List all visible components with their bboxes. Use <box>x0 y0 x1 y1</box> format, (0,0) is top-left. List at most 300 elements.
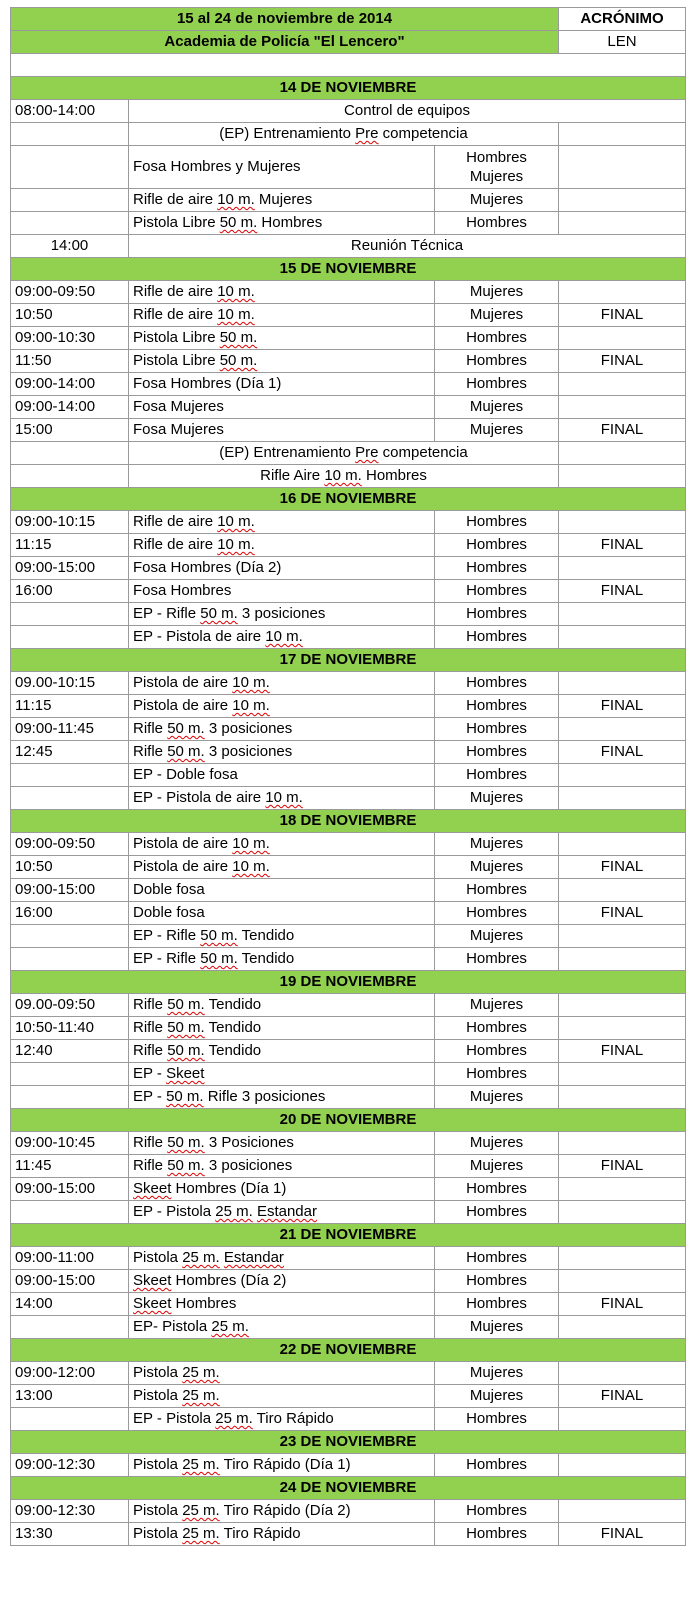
category-cell: Hombres <box>435 212 559 235</box>
schedule-row <box>11 741 686 764</box>
category-cell: Hombres <box>435 350 559 373</box>
time-cell <box>11 146 129 189</box>
final-cell <box>559 833 686 856</box>
final-cell <box>559 1086 686 1109</box>
event-cell: Rifle 50 m. 3 posiciones <box>129 718 435 741</box>
final-cell: FINAL <box>559 1155 686 1178</box>
event-cell: EP - Rifle 50 m. Tendido <box>129 925 435 948</box>
time-cell <box>11 442 129 465</box>
spellcheck-mark: 10 m. <box>217 283 255 300</box>
spellcheck-mark: 25 m. <box>182 1456 220 1473</box>
day-header-row <box>11 1477 686 1500</box>
spellcheck-mark: 10 m. <box>217 191 255 208</box>
event-cell: Pistola de aire 10 m. <box>129 856 435 879</box>
schedule-row <box>11 419 686 442</box>
schedule-row <box>11 146 686 189</box>
venue-heading: Academia de Policía "El Lencero" <box>11 31 559 54</box>
spellcheck-mark: 10 m. <box>217 513 255 530</box>
schedule-row <box>11 1063 686 1086</box>
schedule-row <box>11 534 686 557</box>
time-cell: 09:00-09:50 <box>11 833 129 856</box>
time-cell: 09:00-14:00 <box>11 373 129 396</box>
final-cell <box>559 1132 686 1155</box>
time-cell: 09:00-14:00 <box>11 396 129 419</box>
category-cell: Mujeres <box>435 787 559 810</box>
event-cell: EP - Pistola de aire 10 m. <box>129 787 435 810</box>
merged-description-cell: Rifle Aire 10 m. Hombres <box>129 465 559 488</box>
spellcheck-mark: 10 m. <box>232 697 270 714</box>
time-cell: 09:00-15:00 <box>11 557 129 580</box>
category-cell: Hombres <box>435 373 559 396</box>
final-cell <box>559 1017 686 1040</box>
time-cell <box>11 1063 129 1086</box>
acronym-value: LEN <box>559 31 686 54</box>
final-cell <box>559 511 686 534</box>
spellcheck-mark: 50 m. <box>167 1019 205 1036</box>
event-cell: Rifle de aire 10 m. <box>129 281 435 304</box>
event-cell: Skeet Hombres (Día 2) <box>129 1270 435 1293</box>
time-cell: 09:00-12:30 <box>11 1454 129 1477</box>
schedule-row <box>11 304 686 327</box>
schedule-row <box>11 511 686 534</box>
merged-description-cell: Control de equipos <box>129 100 686 123</box>
category-men: Hombres <box>466 149 527 166</box>
event-cell: Pistola Libre 50 m. <box>129 327 435 350</box>
schedule-row <box>11 1155 686 1178</box>
schedule-row <box>11 718 686 741</box>
final-cell: FINAL <box>559 741 686 764</box>
header-row-dates <box>11 8 686 31</box>
final-cell <box>559 123 686 146</box>
category-cell: Hombres <box>435 1454 559 1477</box>
merged-description-cell: Reunión Técnica <box>129 235 686 258</box>
day-title: 16 DE NOVIEMBRE <box>11 488 686 511</box>
spellcheck-mark: 50 m. <box>167 1042 205 1059</box>
spellcheck-mark: 10 m. <box>232 835 270 852</box>
final-cell: FINAL <box>559 902 686 925</box>
event-cell: Rifle 50 m. 3 Posiciones <box>129 1132 435 1155</box>
category-cell: Hombres <box>435 672 559 695</box>
event-cell: Pistola 25 m. Estandar <box>129 1247 435 1270</box>
final-cell <box>559 1454 686 1477</box>
time-cell: 09.00-09:50 <box>11 994 129 1017</box>
event-cell: EP - Skeet <box>129 1063 435 1086</box>
schedule-row <box>11 925 686 948</box>
category-cell: Hombres <box>435 879 559 902</box>
event-cell: Fosa Mujeres <box>129 396 435 419</box>
schedule-row <box>11 327 686 350</box>
event-cell: EP - Rifle 50 m. Tendido <box>129 948 435 971</box>
event-cell: Pistola 25 m. Tiro Rápido (Día 1) <box>129 1454 435 1477</box>
category-cell: Mujeres <box>435 1132 559 1155</box>
final-cell <box>559 764 686 787</box>
time-cell <box>11 603 129 626</box>
event-cell: Skeet Hombres <box>129 1293 435 1316</box>
category-cell: Hombres <box>435 511 559 534</box>
spellcheck-mark: 10 m. <box>232 674 270 691</box>
spellcheck-mark: 50 m. <box>167 720 205 737</box>
day-title: 19 DE NOVIEMBRE <box>11 971 686 994</box>
event-cell: EP - 50 m. Rifle 3 posiciones <box>129 1086 435 1109</box>
time-cell: 16:00 <box>11 902 129 925</box>
final-cell <box>559 1500 686 1523</box>
time-cell <box>11 1408 129 1431</box>
category-cell: Hombres <box>435 1500 559 1523</box>
schedule-row <box>11 672 686 695</box>
day-title: 20 DE NOVIEMBRE <box>11 1109 686 1132</box>
category-cell: Mujeres <box>435 281 559 304</box>
event-cell: Doble fosa <box>129 902 435 925</box>
event-cell: Rifle 50 m. Tendido <box>129 994 435 1017</box>
time-cell: 09:00-09:50 <box>11 281 129 304</box>
schedule-row <box>11 100 686 123</box>
category-cell: Hombres <box>435 902 559 925</box>
day-header-row <box>11 1431 686 1454</box>
event-cell: Rifle de aire 10 m. <box>129 304 435 327</box>
day-title: 21 DE NOVIEMBRE <box>11 1224 686 1247</box>
schedule-row <box>11 212 686 235</box>
spellcheck-mark: 50 m. <box>166 1088 204 1105</box>
spellcheck-mark: 50 m. <box>200 605 238 622</box>
schedule-row <box>11 1293 686 1316</box>
final-cell <box>559 557 686 580</box>
event-cell: Pistola de aire 10 m. <box>129 833 435 856</box>
spellcheck-mark: 50 m. <box>200 950 238 967</box>
event-cell: Pistola Libre 50 m. <box>129 350 435 373</box>
spellcheck-mark: 10 m. <box>265 628 303 645</box>
final-cell <box>559 1178 686 1201</box>
category-cell: Hombres <box>435 603 559 626</box>
final-cell <box>559 1247 686 1270</box>
final-cell <box>559 212 686 235</box>
final-cell <box>559 626 686 649</box>
event-cell: Rifle 50 m. Tendido <box>129 1040 435 1063</box>
time-cell: 09:00-10:15 <box>11 511 129 534</box>
category-cell: Mujeres <box>435 925 559 948</box>
category-cell: Hombres <box>435 764 559 787</box>
schedule-row <box>11 465 686 488</box>
event-cell: Rifle 50 m. Tendido <box>129 1017 435 1040</box>
schedule-row <box>11 856 686 879</box>
event-cell: Fosa Mujeres <box>129 419 435 442</box>
final-cell: FINAL <box>559 1040 686 1063</box>
schedule-row <box>11 626 686 649</box>
schedule-row <box>11 281 686 304</box>
time-cell: 11:50 <box>11 350 129 373</box>
final-cell <box>559 1316 686 1339</box>
event-cell: Pistola de aire 10 m. <box>129 695 435 718</box>
final-cell <box>559 948 686 971</box>
final-cell: FINAL <box>559 856 686 879</box>
category-cell: Mujeres <box>435 419 559 442</box>
final-cell: FINAL <box>559 580 686 603</box>
final-cell <box>559 672 686 695</box>
time-cell <box>11 787 129 810</box>
final-cell <box>559 718 686 741</box>
time-cell <box>11 1316 129 1339</box>
category-cell: Hombres <box>435 1408 559 1431</box>
schedule-row <box>11 1500 686 1523</box>
time-cell: 14:00 <box>11 235 129 258</box>
schedule-row <box>11 442 686 465</box>
schedule-row <box>11 1040 686 1063</box>
schedule-row <box>11 1132 686 1155</box>
final-cell <box>559 1362 686 1385</box>
time-cell <box>11 764 129 787</box>
schedule-row <box>11 123 686 146</box>
schedule-row <box>11 1201 686 1224</box>
schedule-row <box>11 695 686 718</box>
time-cell: 10:50-11:40 <box>11 1017 129 1040</box>
event-cell: EP - Rifle 50 m. 3 posiciones <box>129 603 435 626</box>
time-cell: 15:00 <box>11 419 129 442</box>
schedule-row <box>11 235 686 258</box>
day-header-row <box>11 1339 686 1362</box>
category-cell: Hombres <box>435 741 559 764</box>
time-cell: 09:00-12:30 <box>11 1500 129 1523</box>
event-cell: EP - Pistola 25 m. Estandar <box>129 1201 435 1224</box>
day-title: 14 DE NOVIEMBRE <box>11 77 686 100</box>
schedule-row <box>11 1362 686 1385</box>
schedule-row <box>11 833 686 856</box>
event-cell: Fosa Hombres (Día 2) <box>129 557 435 580</box>
final-cell <box>559 925 686 948</box>
acronym-label: ACRÓNIMO <box>559 8 686 31</box>
schedule-row <box>11 1454 686 1477</box>
time-cell: 09.00-10:15 <box>11 672 129 695</box>
category-cell: Mujeres <box>435 1155 559 1178</box>
spellcheck-mark: 10 m. <box>265 789 303 806</box>
day-header-row <box>11 258 686 281</box>
time-cell: 10:50 <box>11 304 129 327</box>
final-cell <box>559 787 686 810</box>
final-cell <box>559 879 686 902</box>
final-cell: FINAL <box>559 1523 686 1546</box>
spellcheck-mark: 10 m. <box>324 467 362 484</box>
time-cell <box>11 948 129 971</box>
category-cell: Hombres <box>435 1063 559 1086</box>
final-cell: FINAL <box>559 1385 686 1408</box>
time-cell: 12:40 <box>11 1040 129 1063</box>
spellcheck-mark: 25 m. <box>182 1249 220 1266</box>
spellcheck-mark: 25 m. <box>215 1203 253 1220</box>
final-cell <box>559 373 686 396</box>
schedule-row <box>11 396 686 419</box>
time-cell <box>11 626 129 649</box>
category-cell: Hombres <box>435 1040 559 1063</box>
time-cell: 09:00-11:00 <box>11 1247 129 1270</box>
event-cell: Rifle de aire 10 m. <box>129 511 435 534</box>
header-row-venue <box>11 31 686 54</box>
time-cell: 11:15 <box>11 695 129 718</box>
event-cell: EP - Doble fosa <box>129 764 435 787</box>
merged-description-cell: (EP) Entrenamiento Pre competencia <box>129 442 559 465</box>
time-cell: 14:00 <box>11 1293 129 1316</box>
time-cell <box>11 1201 129 1224</box>
schedule-row <box>11 994 686 1017</box>
category-cell: Mujeres <box>435 1362 559 1385</box>
event-cell: Fosa Hombres y Mujeres <box>129 146 435 189</box>
day-header-row <box>11 971 686 994</box>
spellcheck-mark: Skeet <box>133 1295 172 1312</box>
spellcheck-mark: Skeet <box>133 1272 172 1289</box>
category-cell: Hombres <box>435 1247 559 1270</box>
final-cell <box>559 1270 686 1293</box>
category-cell: Mujeres <box>435 994 559 1017</box>
time-cell: 16:00 <box>11 580 129 603</box>
time-cell: 09:00-10:45 <box>11 1132 129 1155</box>
event-cell: Rifle de aire 10 m. Mujeres <box>129 189 435 212</box>
spellcheck-mark: Estandar <box>223 1249 284 1266</box>
day-title: 17 DE NOVIEMBRE <box>11 649 686 672</box>
event-cell: Pistola 25 m. <box>129 1385 435 1408</box>
dates-heading: 15 al 24 de noviembre de 2014 <box>11 8 559 31</box>
day-title: 18 DE NOVIEMBRE <box>11 810 686 833</box>
event-cell: EP - Pistola de aire 10 m. <box>129 626 435 649</box>
category-cell: Hombres <box>435 695 559 718</box>
final-cell <box>559 327 686 350</box>
final-cell <box>559 994 686 1017</box>
day-header-row <box>11 77 686 100</box>
category-cell: Hombres <box>435 1270 559 1293</box>
schedule-row <box>11 1523 686 1546</box>
time-cell: 10:50 <box>11 856 129 879</box>
spellcheck-mark: 50 m. <box>219 329 258 346</box>
schedule-row <box>11 1247 686 1270</box>
time-cell <box>11 925 129 948</box>
category-cell: Mujeres <box>435 856 559 879</box>
schedule-row <box>11 189 686 212</box>
schedule-row <box>11 1178 686 1201</box>
event-cell: Pistola Libre 50 m. Hombres <box>129 212 435 235</box>
schedule-row <box>11 557 686 580</box>
spellcheck-mark: 50 m. <box>167 1157 205 1174</box>
event-cell: Pistola 25 m. <box>129 1362 435 1385</box>
schedule-row <box>11 1270 686 1293</box>
final-cell <box>559 465 686 488</box>
event-cell: Pistola de aire 10 m. <box>129 672 435 695</box>
spellcheck-mark: 25 m. <box>211 1318 249 1335</box>
event-cell: Doble fosa <box>129 879 435 902</box>
time-cell: 13:30 <box>11 1523 129 1546</box>
spellcheck-mark: 25 m. <box>182 1525 220 1542</box>
category-cell: Mujeres <box>435 833 559 856</box>
category-cell: Hombres <box>435 718 559 741</box>
event-cell: Pistola 25 m. Tiro Rápido (Día 2) <box>129 1500 435 1523</box>
schedule-row <box>11 603 686 626</box>
category-cell: Mujeres <box>435 1086 559 1109</box>
spellcheck-mark: Skeet <box>166 1065 205 1082</box>
schedule-row <box>11 373 686 396</box>
time-cell: 12:45 <box>11 741 129 764</box>
event-cell: Fosa Hombres (Día 1) <box>129 373 435 396</box>
spellcheck-mark: 50 m. <box>167 743 205 760</box>
category-cell: Hombres <box>435 1178 559 1201</box>
time-cell: 08:00-14:00 <box>11 100 129 123</box>
time-cell: 13:00 <box>11 1385 129 1408</box>
spellcheck-mark: 10 m. <box>232 858 270 875</box>
schedule-row <box>11 787 686 810</box>
final-cell: FINAL <box>559 350 686 373</box>
event-cell: EP- Pistola 25 m. <box>129 1316 435 1339</box>
category-cell: Hombres <box>435 1017 559 1040</box>
schedule-row <box>11 1316 686 1339</box>
event-cell: EP - Pistola 25 m. Tiro Rápido <box>129 1408 435 1431</box>
final-cell: FINAL <box>559 695 686 718</box>
schedule-row <box>11 948 686 971</box>
time-cell <box>11 212 129 235</box>
category-cell: Mujeres <box>435 1316 559 1339</box>
merged-description-cell: (EP) Entrenamiento Pre competencia <box>129 123 559 146</box>
category-cell: Mujeres <box>435 396 559 419</box>
day-title: 22 DE NOVIEMBRE <box>11 1339 686 1362</box>
spellcheck-mark: 50 m. <box>167 1134 205 1151</box>
spellcheck-mark: 50 m. <box>167 996 205 1013</box>
spacer-row <box>11 54 686 77</box>
spellcheck-mark: Estandar <box>256 1203 317 1220</box>
schedule-row <box>11 580 686 603</box>
time-cell <box>11 465 129 488</box>
category-women: Mujeres <box>469 168 524 185</box>
day-header-row <box>11 488 686 511</box>
final-cell <box>559 603 686 626</box>
category-cell: Hombres <box>435 327 559 350</box>
final-cell: FINAL <box>559 419 686 442</box>
time-cell <box>11 189 129 212</box>
spacer-cell <box>11 54 686 77</box>
category-cell: Hombres <box>435 1201 559 1224</box>
event-cell: Rifle de aire 10 m. <box>129 534 435 557</box>
event-cell: Pistola 25 m. Tiro Rápido <box>129 1523 435 1546</box>
day-header-row <box>11 1224 686 1247</box>
event-cell: Rifle 50 m. 3 posiciones <box>129 1155 435 1178</box>
day-header-row <box>11 1109 686 1132</box>
spellcheck-mark: 25 m. <box>182 1387 220 1404</box>
time-cell: 09:00-10:30 <box>11 327 129 350</box>
time-cell: 11:45 <box>11 1155 129 1178</box>
schedule-row <box>11 1086 686 1109</box>
schedule-row <box>11 1017 686 1040</box>
spellcheck-mark: 50 m. <box>219 214 258 231</box>
category-cell: Hombres <box>435 948 559 971</box>
category-cell: Mujeres <box>435 1385 559 1408</box>
schedule-row <box>11 902 686 925</box>
schedule-row <box>11 764 686 787</box>
final-cell: FINAL <box>559 1293 686 1316</box>
spellcheck-mark: 10 m. <box>217 306 255 323</box>
schedule-row <box>11 1408 686 1431</box>
spellcheck-mark: 50 m. <box>219 352 258 369</box>
time-cell: 09:00-11:45 <box>11 718 129 741</box>
final-cell <box>559 1063 686 1086</box>
time-cell <box>11 1086 129 1109</box>
final-cell: FINAL <box>559 304 686 327</box>
day-title: 15 DE NOVIEMBRE <box>11 258 686 281</box>
final-cell <box>559 281 686 304</box>
spellcheck-mark: 10 m. <box>217 536 255 553</box>
category-cell: Hombres <box>435 580 559 603</box>
final-cell <box>559 396 686 419</box>
event-cell: Rifle 50 m. 3 posiciones <box>129 741 435 764</box>
schedule-row <box>11 1385 686 1408</box>
spellcheck-mark: 25 m. <box>215 1410 253 1427</box>
final-cell <box>559 1201 686 1224</box>
final-cell <box>559 189 686 212</box>
day-title: 24 DE NOVIEMBRE <box>11 1477 686 1500</box>
spellcheck-mark: Pre <box>355 444 379 461</box>
category-cell: Hombres <box>435 1523 559 1546</box>
spellcheck-mark: Skeet <box>133 1180 172 1197</box>
